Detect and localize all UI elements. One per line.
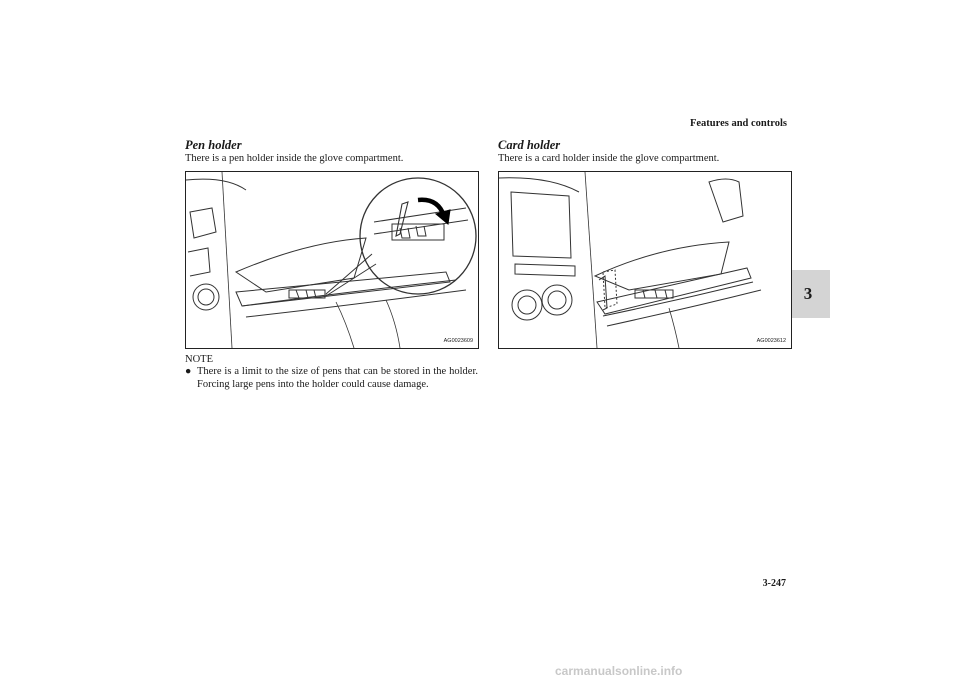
note-label: NOTE (185, 354, 213, 365)
pen-holder-figure (185, 171, 479, 349)
card-holder-heading: Card holder (498, 138, 561, 152)
pen-holder-illustration (186, 172, 478, 348)
chapter-tab: 3 (786, 270, 830, 318)
note-item (185, 366, 478, 391)
pen-holder-description: There is a pen holder inside the glove compartment. (185, 153, 404, 164)
card-holder-illustration (499, 172, 791, 348)
card-holder-figure (498, 171, 792, 349)
page-number: 3-247 (762, 578, 786, 589)
note-bullet: ● (185, 366, 192, 377)
card-holder-figure-code: AG0023612 (756, 338, 786, 344)
section-header: Features and controls (689, 118, 787, 129)
pen-holder-heading: Pen holder (185, 138, 242, 152)
card-holder-description: There is a card holder inside the glove compartment. (498, 153, 720, 164)
note-text: There is a limit to the size of pens that can be stored in the holder. Forcing large pens into the holder could cause damage. (197, 366, 478, 390)
pen-holder-figure-code: AG0023609 (443, 338, 473, 344)
watermark: carmanualsonline.info (555, 664, 683, 678)
